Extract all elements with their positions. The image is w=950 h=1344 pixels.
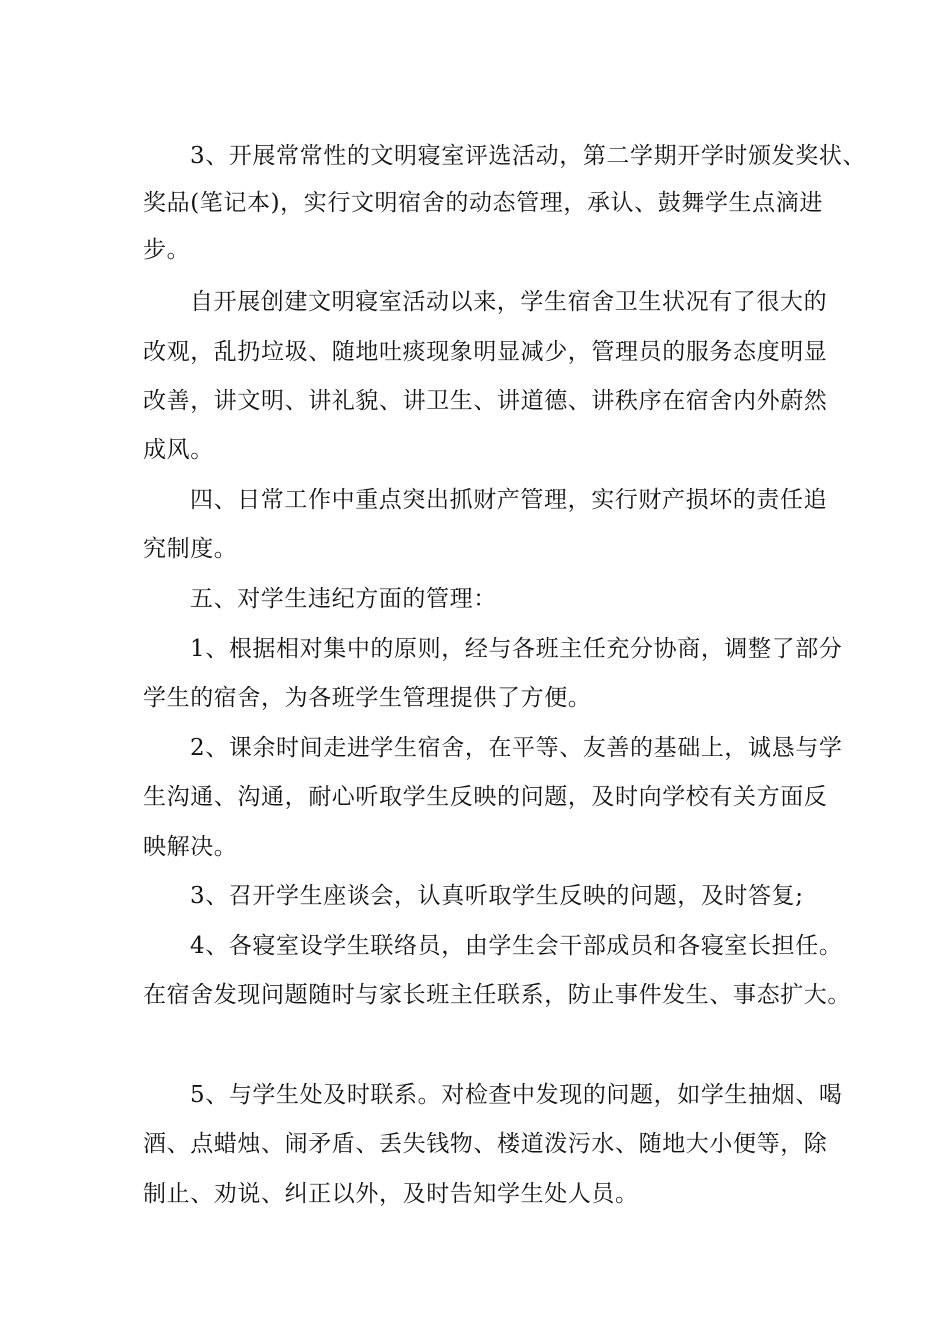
paragraph-3-line-2: 究制度。 (143, 536, 238, 562)
paragraph-8-line-2: 在宿舍发现问题随时与家长班主任联系，防止事件发生、事态扩大。 (143, 982, 851, 1008)
paragraph-1-line-1: 3、开展常常性的文明寝室评选活动，第二学期开学时颁发奖状、 (190, 143, 867, 169)
paragraph-4-line-1: 五、对学生违纪方面的管理： (190, 586, 497, 612)
paragraph-9-line-3: 制止、劝说、纠正以外，及时告知学生处人员。 (143, 1181, 639, 1207)
paragraph-2-line-4: 成风。 (143, 437, 214, 463)
paragraph-7-line-1: 3、召开学生座谈会，认真听取学生反映的问题，及时答复; (190, 883, 804, 909)
paragraph-3-line-1: 四、日常工作中重点突出抓财产管理，实行财产损坏的责任追 (190, 487, 828, 513)
paragraph-6-line-2: 生沟通、沟通，耐心听取学生反映的问题，及时向学校有关方面反 (143, 784, 828, 810)
paragraph-1-line-2: 奖品(笔记本)，实行文明宿舍的动态管理，承认、鼓舞学生点滴进 (143, 190, 823, 216)
paragraph-5-line-2: 学生的宿舍，为各班学生管理提供了方便。 (143, 685, 592, 711)
paragraph-5-line-1: 1、根据相对集中的原则，经与各班主任充分协商，调整了部分 (190, 636, 843, 662)
paragraph-9-line-2: 酒、点蜡烛、闹矛盾、丢失钱物、楼道泼污水、随地大小便等，除 (143, 1131, 828, 1157)
paragraph-2-line-2: 改观，乱扔垃圾、随地吐痰现象明显减少，管理员的服务态度明显 (143, 339, 828, 365)
paragraph-9-line-1: 5、与学生处及时联系。对检查中发现的问题，如学生抽烟、喝 (190, 1082, 843, 1108)
paragraph-8-line-1: 4、各寝室设学生联络员，由学生会干部成员和各寝室长担任。 (190, 933, 843, 959)
paragraph-2-line-1: 自开展创建文明寝室活动以来，学生宿舍卫生状况有了很大的 (190, 289, 828, 315)
paragraph-2-line-3: 改善，讲文明、讲礼貌、讲卫生、讲道德、讲秩序在宿舍内外蔚然 (143, 388, 828, 414)
paragraph-6-line-3: 映解决。 (143, 834, 238, 860)
paragraph-6-line-1: 2、课余时间走进学生宿舍，在平等、友善的基础上，诚恳与学 (190, 735, 843, 761)
paragraph-1-line-3: 步。 (143, 237, 191, 263)
